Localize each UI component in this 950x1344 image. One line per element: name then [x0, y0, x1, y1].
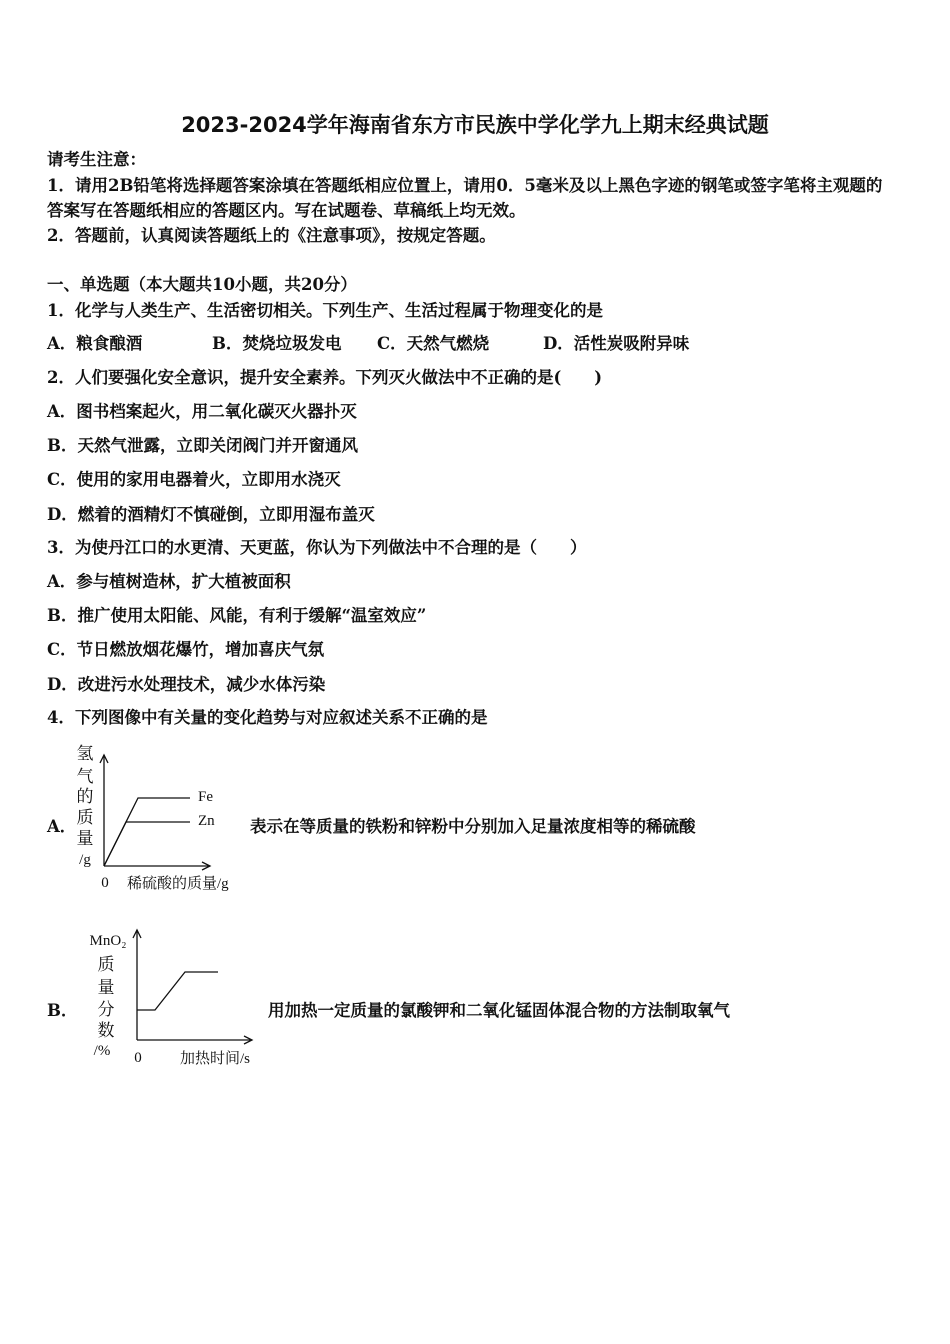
notice-line-2: 答案写在答题纸相应的答题区内。写在试题卷、草稿纸上均无效。: [47, 201, 526, 220]
question-2-option-b: B．天然气泄露，立即关闭阀门并开窗通风: [47, 436, 358, 455]
question-3-option-b: B．推广使用太阳能、风能，有利于缓解“温室效应”: [47, 606, 427, 625]
question-2-option-a: A．图书档案起火，用二氧化碳灭火器扑灭: [47, 402, 357, 421]
graph-b-y-label-char: 质: [97, 955, 115, 975]
question-4-option-a-label: A．: [47, 817, 77, 836]
question-1-option-a: A．粮食酿酒: [47, 334, 143, 353]
notice-line-1: 1．请用2B铅笔将选择题答案涂填在答题纸相应位置上，请用0．5毫米及以上黑色字迹的钢笔或签字笔将主观题的: [47, 176, 883, 195]
graph-b-y-label-char: 量: [97, 978, 115, 998]
graph-a-y-label-char: 质: [76, 808, 94, 828]
notice-line-3: 2．答题前，认真阅读答题纸上的《注意事项》，按规定答题。: [47, 226, 496, 245]
question-2-option-d: D．燃着的酒精灯不慎碰倒，立即用湿布盖灭: [47, 505, 375, 524]
graph-a-zn-label: Zn: [198, 813, 215, 829]
graph-a-hydrogen-vs-acid: [70, 740, 250, 898]
graph-a-origin-label: 0: [101, 875, 109, 891]
graph-a-y-label-char: 的: [76, 787, 94, 807]
question-2-stem: 2．人们要强化安全意识，提升安全素养。下列灭火做法中不正确的是( ): [47, 368, 603, 387]
graph-a-y-label-unit: /g: [79, 852, 91, 868]
question-3-stem: 3．为使丹江口的水更清、天更蓝，你认为下列做法中不合理的是（ ）: [47, 538, 587, 557]
question-4-option-a-description: 表示在等质量的铁粉和锌粉中分别加入足量浓度相等的稀硫酸: [250, 817, 696, 836]
question-1-option-d: D．活性炭吸附异味: [543, 334, 690, 353]
graph-b-y-label-char: 数: [97, 1021, 115, 1041]
graph-b-x-axis-label: 加热时间/s: [180, 1051, 251, 1067]
question-3-option-c: C．节日燃放烟花爆竹，增加喜庆气氛: [47, 640, 325, 659]
graph-a-zn-line: [104, 822, 190, 866]
question-2-option-c: C．使用的家用电器着火，立即用水浇灭: [47, 470, 341, 489]
question-4-stem: 4．下列图像中有关量的变化趋势与对应叙述关系不正确的是: [47, 708, 488, 727]
graph-b-y-label-formula: MnO₂: [89, 933, 127, 949]
graph-a-fe-label: Fe: [198, 789, 213, 805]
question-4-option-b-label: B．: [47, 1001, 78, 1020]
graph-b-y-label-char: 分: [97, 1000, 115, 1020]
question-1-option-c: C．天然气燃烧: [377, 334, 490, 353]
graph-b-mno2-fraction-vs-time: [80, 920, 265, 1070]
graph-a-y-label-char: 量: [76, 829, 94, 849]
section-heading: 一、单选题（本大题共10小题，共20分）: [47, 275, 357, 294]
exam-title: 2023-2024学年海南省东方市民族中学化学九上期末经典试题: [181, 113, 769, 137]
graph-a-y-label-char: 气: [76, 767, 94, 787]
question-3-option-d: D．改进污水处理技术，减少水体污染: [47, 675, 326, 694]
graph-b-mno2-line: [137, 972, 218, 1010]
question-3-option-a: A．参与植树造林，扩大植被面积: [47, 572, 291, 591]
notice-heading: 请考生注意：: [47, 150, 146, 169]
graph-b-origin-label: 0: [134, 1050, 142, 1066]
graph-a-x-axis-label: 稀硫酸的质量/g: [127, 876, 229, 892]
question-1-stem: 1．化学与人类生产、生活密切相关。下列生产、生活过程属于物理变化的是: [47, 301, 603, 320]
graph-a-fe-line: [104, 798, 190, 866]
question-4-option-b-description: 用加热一定质量的氯酸钾和二氧化锰固体混合物的方法制取氧气: [268, 1001, 730, 1020]
graph-a-y-label-char: 氢: [76, 744, 94, 764]
question-1-option-b: B．焚烧垃圾发电: [212, 334, 342, 353]
graph-b-y-label-unit: /%: [93, 1043, 111, 1059]
